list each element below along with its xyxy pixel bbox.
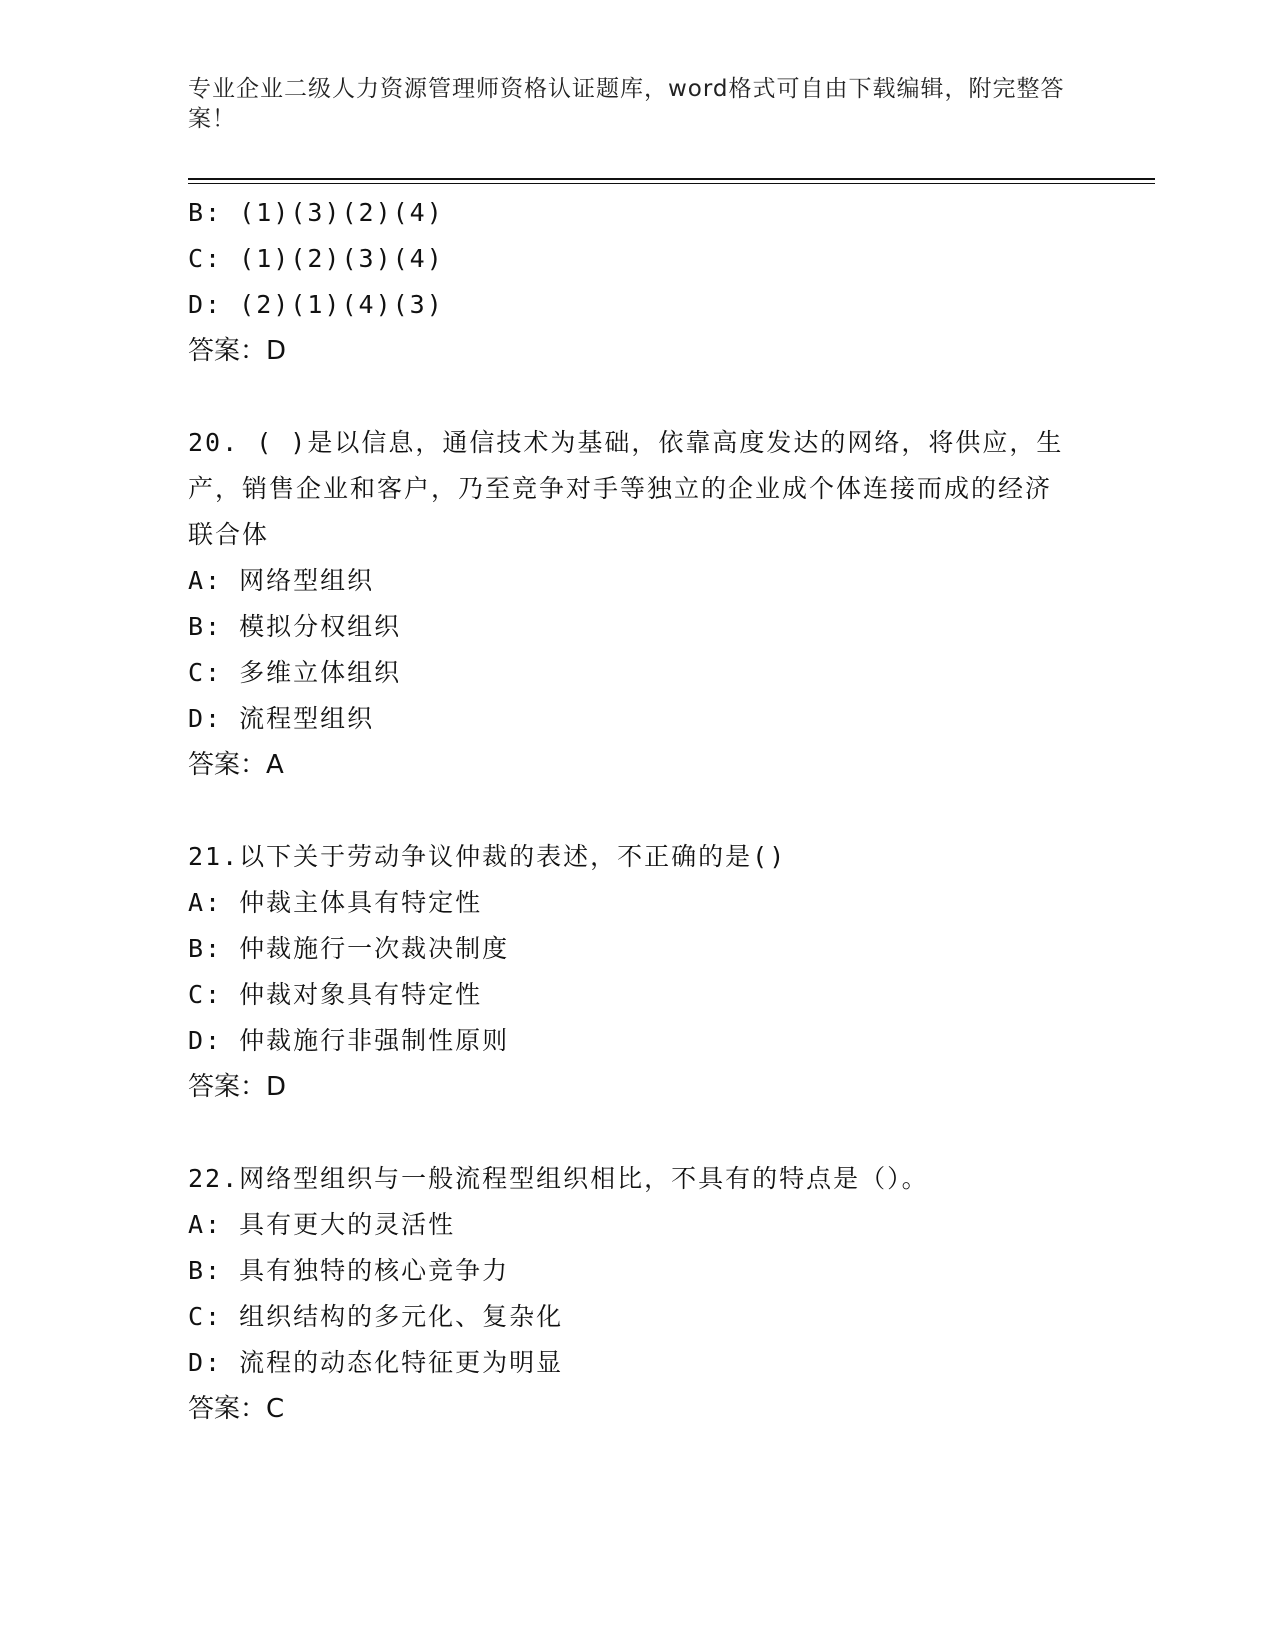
option-d: D: 流程型组织 [188,704,375,733]
question-list [188,190,1088,1432]
header-divider-thin [188,183,1155,184]
question-text: 20. ( )是以信息，通信技术为基础，依靠高度发达的网络，将供应，生产，销售企业和客户，乃至竞争对手等独立的企业成个体连接而成的经济联合体 [188,428,1064,549]
question-22 [188,1156,1088,1432]
option-d: D: 仲裁施行非强制性原则 [188,1026,510,1055]
option-d: D: (2)(1)(4)(3) [188,290,444,319]
answer-line: 答案：D [188,336,287,366]
option-a: A: 仲裁主体具有特定性 [188,888,483,917]
question-text: 21.以下关于劳动争议仲裁的表述，不正确的是() [188,842,787,871]
header-note: 专业企业二级人力资源管理师资格认证题库，word格式可自由下载编辑，附完整答案！ [188,76,1065,132]
answer-line: 答案：D [188,1072,287,1102]
answer-line: 答案：C [188,1394,285,1424]
header-divider-thick [188,178,1155,180]
question-21 [188,834,1088,1110]
option-b: B: 仲裁施行一次裁决制度 [188,934,510,963]
option-d: D: 流程的动态化特征更为明显 [188,1348,564,1377]
option-b: B: 具有独特的核心竞争力 [188,1256,510,1285]
option-a: A: 具有更大的灵活性 [188,1210,456,1239]
option-b: B: (1)(3)(2)(4) [188,198,444,227]
option-b: B: 模拟分权组织 [188,612,402,641]
option-c: C: 仲裁对象具有特定性 [188,980,483,1009]
option-c: C: 组织结构的多元化、复杂化 [188,1302,564,1331]
question-text: 22.网络型组织与一般流程型组织相比，不具有的特点是（）。 [188,1164,929,1193]
answer-line: 答案：A [188,750,284,780]
option-c: C: (1)(2)(3)(4) [188,244,444,273]
option-a: A: 网络型组织 [188,566,375,595]
question-19-continued [188,190,1088,374]
option-c: C: 多维立体组织 [188,658,402,687]
question-20 [188,420,1088,788]
